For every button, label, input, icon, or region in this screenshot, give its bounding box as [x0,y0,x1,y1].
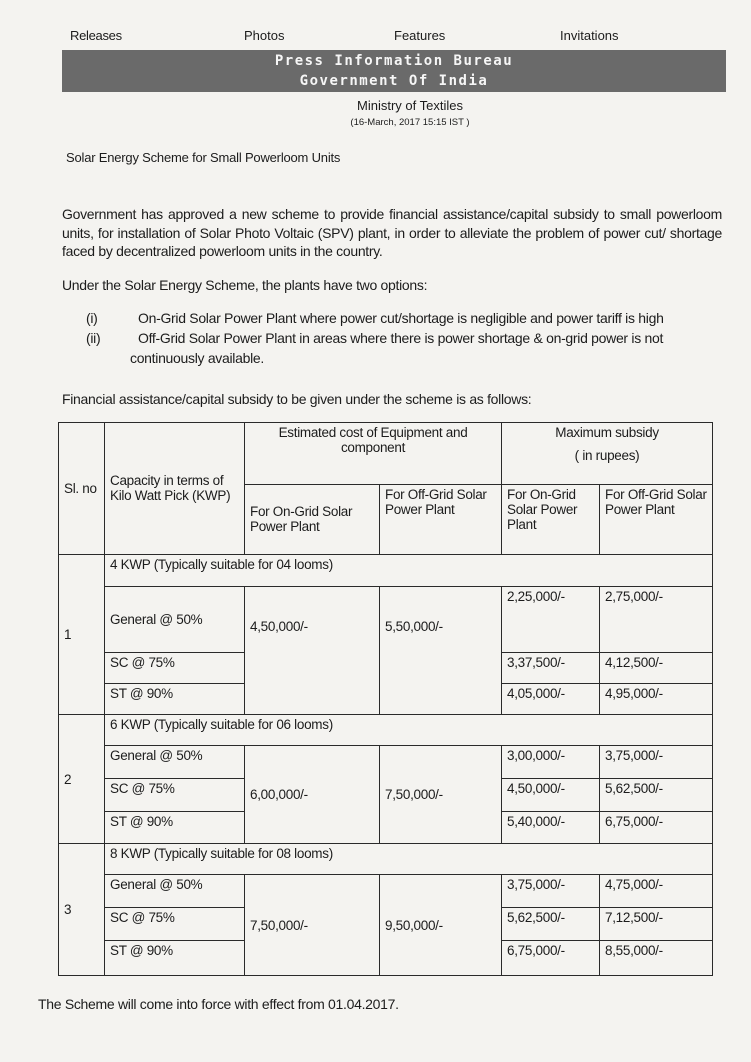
table-row [59,554,713,587]
option-2-number: (ii) [86,330,101,346]
subsidy-on-grid-cell: 5,62,500/- [502,908,600,941]
option-2-text: Off-Grid Solar Power Plant in areas where there is power shortage & on-grid power is not [138,330,664,346]
subsidy-intro: Financial assistance/capital subsidy to be given under the scheme is as follows: [62,391,532,407]
subsidy-off-grid-cell: 3,75,000/- [600,745,713,778]
banner-title: Press Information Bureau [274,53,514,69]
header-on-grid-subsidy: For On-Grid Solar Power Plant [502,484,600,554]
header-sl-no: Sl. no [59,423,105,555]
group-1-off-grid-cost: 5,50,000/- [380,587,502,714]
header-in-rupees: ( in rupees) [574,448,640,463]
subsidy-off-grid-cell: 4,95,000/- [600,684,713,715]
options-intro: Under the Solar Energy Scheme, the plants have two options: [62,277,428,293]
subsidy-off-grid-cell: 4,75,000/- [600,875,713,908]
group-3-off-grid-cost: 9,50,000/- [380,875,502,976]
subsidy-off-grid-cell: 7,12,500/- [600,908,713,941]
group-2-off-grid-cost: 7,50,000/- [380,745,502,844]
category-cell: ST @ 90% [105,684,245,715]
table-row [59,875,713,908]
category-cell: SC @ 75% [105,653,245,684]
category-cell: General @ 50% [105,875,245,908]
header-max-subsidy-title: Maximum subsidy [555,425,659,440]
subsidy-off-grid-cell: 4,12,500/- [600,653,713,684]
subsidy-on-grid-cell: 4,05,000/- [502,684,600,715]
nav-invitations-link[interactable]: Invitations [560,28,619,43]
subsidy-on-grid-cell: 4,50,000/- [502,778,600,811]
nav-releases-link[interactable]: Releases [70,28,122,43]
nav-features-link[interactable]: Features [394,28,446,43]
group-2-sl: 2 [59,714,105,844]
category-cell: General @ 50% [105,745,245,778]
table-header-row [59,423,713,485]
header-capacity: Capacity in terms of Kilo Watt Pick (KWP) [105,423,245,555]
category-cell: SC @ 75% [105,908,245,941]
header-on-grid-cost: For On-Grid Solar Power Plant [245,484,380,554]
table-row [59,587,713,653]
subsidy-on-grid-cell: 3,37,500/- [502,653,600,684]
header-estimated-cost: Estimated cost of Equipment and component [245,423,502,485]
banner-subtitle: Government Of India [299,73,489,89]
header-off-grid-cost: For Off-Grid Solar Power Plant [380,484,502,554]
option-2-continuation: continuously available. [130,350,264,366]
subsidy-off-grid-cell: 2,75,000/- [600,587,713,653]
option-1-text: On-Grid Solar Power Plant where power cut/shortage is negligible and power tariff is high [138,310,664,326]
option-1-number: (i) [86,310,98,326]
nav-photos-link[interactable]: Photos [244,28,285,43]
subsidy-on-grid-cell: 5,40,000/- [502,811,600,844]
category-cell: SC @ 75% [105,778,245,811]
subsidy-off-grid-cell: 6,75,000/- [600,811,713,844]
subsidy-on-grid-cell: 2,25,000/- [502,587,600,653]
ministry-name: Ministry of Textiles [357,98,463,113]
category-cell: General @ 50% [105,587,245,653]
subsidy-table [58,422,713,976]
group-3-on-grid-cost: 7,50,000/- [245,875,380,976]
group-2-capacity: 6 KWP (Typically suitable for 06 looms) [105,714,713,745]
group-1-capacity: 4 KWP (Typically suitable for 04 looms) [105,554,713,587]
subsidy-on-grid-cell: 6,75,000/- [502,941,600,976]
header-off-grid-subsidy: For Off-Grid Solar Power Plant [600,484,713,554]
subsidy-off-grid-cell: 8,55,000/- [600,941,713,976]
category-cell: ST @ 90% [105,811,245,844]
intro-paragraph: Government has approved a new scheme to provide financial assistance/capital subsidy to small powerloom units, for installation of Solar Photo Voltaic (SPV) plant, in order to alleviate the problem of power cut/ shortage faced by decentralized powerloom units in the country. [62,206,722,259]
effective-date-note: The Scheme will come into force with effect from 01.04.2017. [38,996,399,1012]
group-1-on-grid-cost: 4,50,000/- [245,587,380,714]
table-row [59,745,713,778]
release-subject: Solar Energy Scheme for Small Powerloom Units [66,150,341,165]
release-date: (16-March, 2017 15:15 IST ) [350,117,470,128]
group-2-on-grid-cost: 6,00,000/- [245,745,380,844]
table-row [59,844,713,875]
header-max-subsidy [502,423,713,485]
group-3-capacity: 8 KWP (Typically suitable for 08 looms) [105,844,713,875]
pib-banner [62,50,726,92]
subsidy-on-grid-cell: 3,75,000/- [502,875,600,908]
subsidy-off-grid-cell: 5,62,500/- [600,778,713,811]
subsidy-on-grid-cell: 3,00,000/- [502,745,600,778]
category-cell: ST @ 90% [105,941,245,976]
group-3-sl: 3 [59,844,105,976]
table-row [59,714,713,745]
group-1-sl: 1 [59,554,105,714]
